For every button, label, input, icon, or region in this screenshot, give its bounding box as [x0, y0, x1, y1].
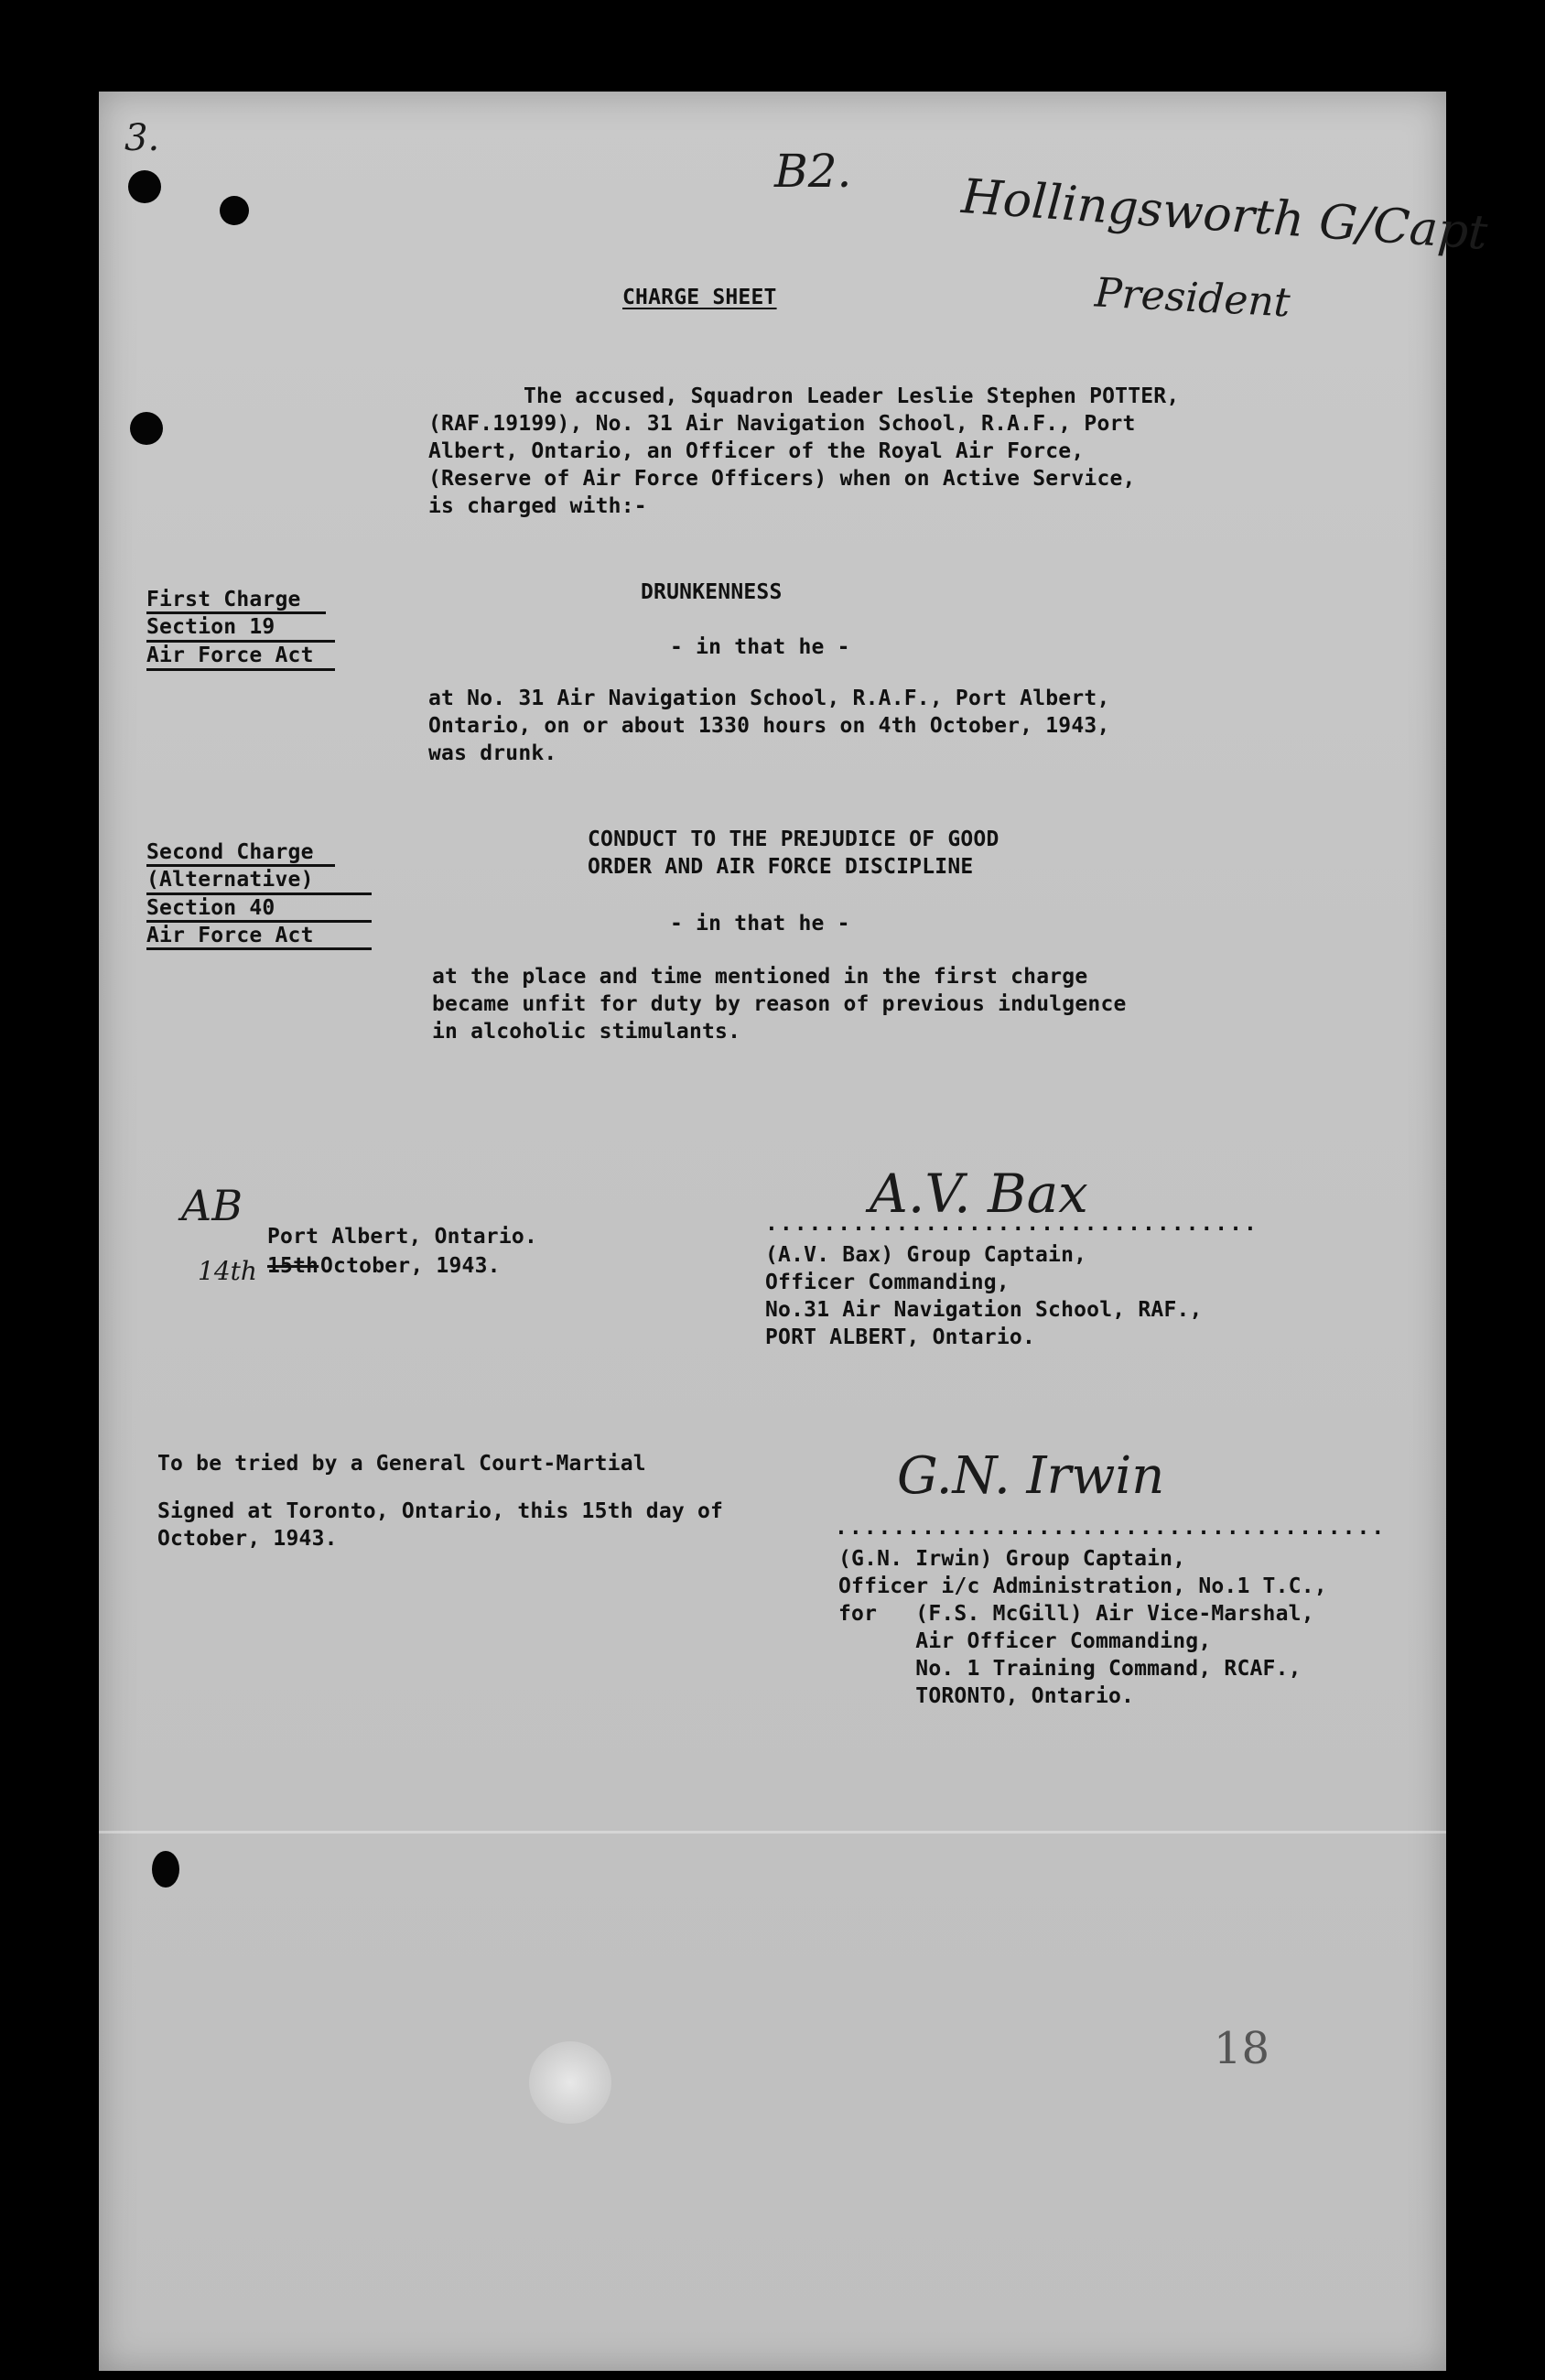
margin-line: Air Force Act	[146, 924, 314, 947]
particulars-line: at the place and time mentioned in the first charge	[432, 965, 1088, 989]
page-title: CHARGE SHEET	[622, 286, 777, 309]
struck-date: 15th	[267, 1254, 319, 1278]
trial-order: To be tried by a General Court-Martial	[157, 1452, 646, 1476]
offence-heading: ORDER AND AIR FORCE DISCIPLINE	[588, 855, 974, 879]
particulars-line: at No. 31 Air Navigation School, R.A.F., Port Albert,	[428, 687, 1110, 710]
signatory-line: (A.V. Bax) Group Captain,	[765, 1243, 1087, 1267]
president-note-line1: Hollingsworth G/Capt	[959, 168, 1490, 262]
paper-fold	[99, 1831, 1446, 1834]
punch-hole	[152, 1851, 179, 1888]
page-number-annotation: 3.	[124, 117, 160, 159]
preamble-line: is charged with:-	[428, 494, 647, 518]
offence-heading: DRUNKENNESS	[641, 580, 783, 604]
preamble-line: (Reserve of Air Force Officers) when on Active Service,	[428, 467, 1136, 491]
date-correction-annotation: 14th	[198, 1256, 257, 1286]
date-line: October, 1943.	[320, 1254, 501, 1278]
signature-dotted-line: ......................................	[835, 1516, 1387, 1540]
signatory-line: Officer i/c Administration, No.1 T.C.,	[838, 1574, 1327, 1598]
margin-line: First Charge	[146, 588, 301, 611]
handwritten-signature-bax: A.V. Bax	[870, 1163, 1088, 1225]
particulars-line: became unfit for duty by reason of previous indulgence	[432, 992, 1127, 1016]
signed-line: October, 1943.	[157, 1527, 338, 1551]
signature-dotted-line: ..................................	[765, 1212, 1259, 1236]
margin-line: Section 19	[146, 615, 276, 639]
folio-number: 18	[1214, 2023, 1270, 2074]
margin-line: Section 40	[146, 896, 276, 920]
punch-hole	[220, 196, 249, 225]
president-note-line2: President	[1093, 269, 1291, 327]
punch-hole	[130, 412, 163, 445]
margin-line: (Alternative)	[146, 868, 314, 892]
in-that-he: - in that he -	[670, 912, 850, 936]
signatory-line: TORONTO, Ontario.	[838, 1684, 1135, 1708]
margin-line: Air Force Act	[146, 644, 314, 667]
embossed-stamp	[529, 2041, 611, 2124]
margin-rule	[146, 947, 372, 950]
file-mark-annotation: B2.	[774, 145, 852, 198]
place-line: Port Albert, Ontario.	[267, 1225, 537, 1249]
signatory-line: for (F.S. McGill) Air Vice-Marshal,	[838, 1602, 1314, 1626]
punch-hole	[128, 170, 161, 203]
margin-rule	[146, 668, 335, 671]
preamble-line: The accused, Squadron Leader Leslie Stephen POTTER,	[524, 384, 1180, 408]
particulars-line: in alcoholic stimulants.	[432, 1020, 741, 1044]
in-that-he: - in that he -	[670, 635, 850, 659]
signatory-line: Officer Commanding,	[765, 1271, 1010, 1294]
preamble-line: Albert, Ontario, an Officer of the Royal Air Force,	[428, 439, 1085, 463]
offence-heading: CONDUCT TO THE PREJUDICE OF GOOD	[588, 828, 999, 851]
particulars-line: Ontario, on or about 1330 hours on 4th October, 1943,	[428, 714, 1110, 738]
signatory-line: No. 1 Training Command, RCAF.,	[838, 1657, 1302, 1681]
signatory-line: No.31 Air Navigation School, RAF.,	[765, 1298, 1203, 1322]
preamble-line: (RAF.19199), No. 31 Air Navigation School, R.A.F., Port	[428, 412, 1136, 436]
margin-line: Second Charge	[146, 840, 314, 864]
particulars-line: was drunk.	[428, 741, 557, 765]
signed-line: Signed at Toronto, Ontario, this 15th day of	[157, 1499, 724, 1523]
handwritten-signature-irwin: G.N. Irwin	[897, 1446, 1165, 1506]
signatory-line: (G.N. Irwin) Group Captain,	[838, 1547, 1186, 1571]
initials-annotation: AB	[181, 1181, 243, 1230]
signatory-line: PORT ALBERT, Ontario.	[765, 1325, 1035, 1349]
signatory-line: Air Officer Commanding,	[838, 1629, 1212, 1653]
